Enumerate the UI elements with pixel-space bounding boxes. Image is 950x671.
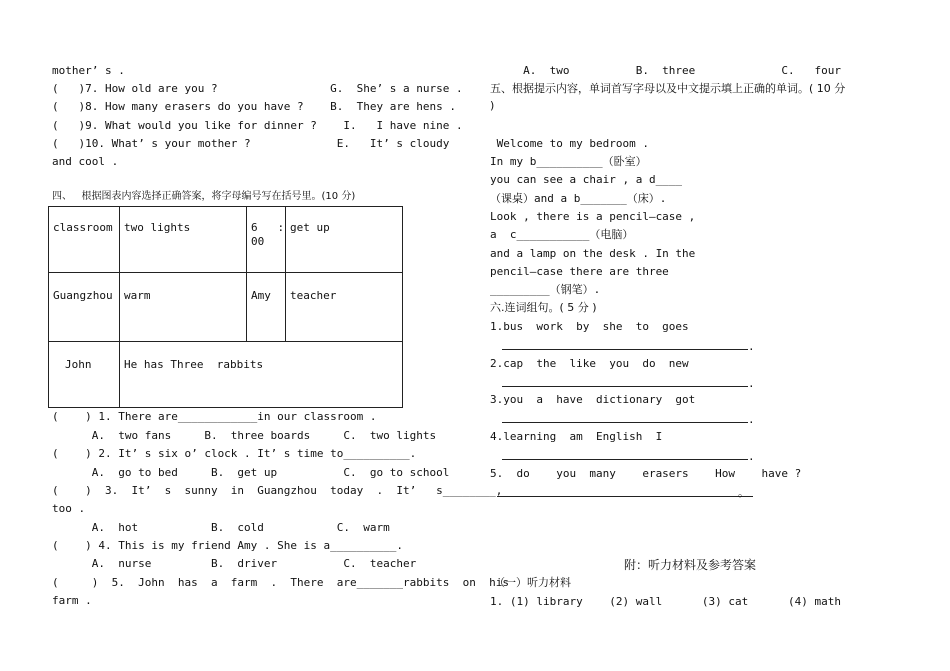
table-cell: teacher bbox=[290, 289, 337, 302]
period: . bbox=[748, 450, 755, 463]
question-3-options: A. hot B. cold C. warm bbox=[52, 521, 390, 534]
question-2-options: A. go to bed B. get up C. go to school bbox=[52, 466, 450, 479]
matching-item-8: ( )8. How many erasers do you have ? B. They are hens . bbox=[52, 100, 456, 113]
answer-line bbox=[502, 459, 748, 460]
table-cell: He has Three rabbits bbox=[124, 358, 264, 371]
answer-line bbox=[502, 349, 748, 350]
question-1: ( ) 1. There are____________in our classroom . bbox=[52, 410, 377, 423]
listening-line: 1. (1) library (2) wall (3) cat (4) math bbox=[490, 595, 841, 608]
period: . bbox=[748, 413, 755, 426]
passage-line: a c___________（电脑） bbox=[490, 228, 634, 241]
sentence-item-1: 1.bus work by she to goes bbox=[490, 320, 689, 333]
period: . bbox=[748, 340, 755, 353]
section-5-title: 五、根据提示内容，单词首写字母以及中文提示填上正确的单词。( 10 分 bbox=[490, 82, 846, 95]
period: . bbox=[748, 377, 755, 390]
passage-line: Look , there is a pencil—case , bbox=[490, 210, 696, 223]
table-cell: Amy bbox=[251, 289, 271, 302]
passage-line: In my b__________（卧室） bbox=[490, 155, 647, 168]
passage-line: you can see a chair , a d____ bbox=[490, 173, 683, 186]
period: 。 bbox=[738, 486, 749, 499]
question-5: ( ) 5. John has a farm . There are_______rabbits on his bbox=[52, 576, 509, 589]
table-cell: classroom bbox=[53, 221, 113, 234]
passage-line: and a lamp on the desk . In the bbox=[490, 247, 696, 260]
text-line: mother’ s . bbox=[52, 64, 125, 77]
table-cell: 00 bbox=[251, 235, 265, 248]
appendix-title: 附：听力材料及参考答案 bbox=[624, 558, 757, 572]
table-cell: Guangzhou bbox=[53, 289, 113, 302]
table-cell: warm bbox=[124, 289, 151, 302]
matching-item-10: ( )10. What’ s your mother ? E. It’ s cloudy bbox=[52, 137, 450, 150]
question-4-options: A. nurse B. driver C. teacher bbox=[52, 557, 417, 570]
question-4: ( ) 4. This is my friend Amy . She is a__________. bbox=[52, 539, 403, 552]
answer-line bbox=[502, 386, 748, 387]
table-cell: John bbox=[65, 358, 92, 371]
text-line: too . bbox=[52, 502, 86, 515]
question-1-options: A. two fans B. three boards C. two lights bbox=[52, 429, 437, 442]
section-6-title: 六.连词组句。( 5 分 ) bbox=[490, 301, 597, 314]
table-cell: get up bbox=[290, 221, 330, 234]
matching-item-7: ( )7. How old are you ? G. She’ s a nurse . bbox=[52, 82, 463, 95]
answer-line bbox=[502, 422, 748, 423]
listening-title: （一）听力材料 bbox=[494, 576, 571, 589]
text-line: and cool . bbox=[52, 155, 119, 168]
sentence-item-4: 4.learning am English I bbox=[490, 430, 663, 443]
passage-line: pencil—case there are three bbox=[490, 265, 669, 278]
table-cell: two lights bbox=[124, 221, 191, 234]
options-line: A. two B. three C. four bbox=[490, 64, 841, 77]
answer-line bbox=[497, 496, 753, 497]
section-4-title: 四、 根据图表内容选择正确答案，将字母编号写在括号里。(10 分) bbox=[52, 191, 356, 202]
question-3: ( ) 3. It’ s sunny in Guangzhou today . It’ s________, bbox=[52, 484, 503, 497]
info-table bbox=[48, 206, 403, 408]
section-5-title-close: ) bbox=[490, 99, 495, 112]
passage-line: Welcome to my bedroom . bbox=[490, 137, 649, 150]
table-cell: 6 : bbox=[251, 221, 285, 234]
sentence-item-5: 5. do you many erasers How have ? bbox=[490, 467, 802, 480]
passage-line: （课桌）and a b_______（床）. bbox=[490, 192, 667, 205]
passage-line: _________（钢笔）. bbox=[490, 283, 601, 296]
matching-item-9: ( )9. What would you like for dinner ? I. I have nine . bbox=[52, 119, 463, 132]
question-2: ( ) 2. It’ s six o’ clock . It’ s time to__________. bbox=[52, 447, 417, 460]
sentence-item-3: 3.you a have dictionary got bbox=[490, 393, 696, 406]
sentence-item-2: 2.cap the like you do new bbox=[490, 357, 689, 370]
text-line: farm . bbox=[52, 594, 92, 607]
